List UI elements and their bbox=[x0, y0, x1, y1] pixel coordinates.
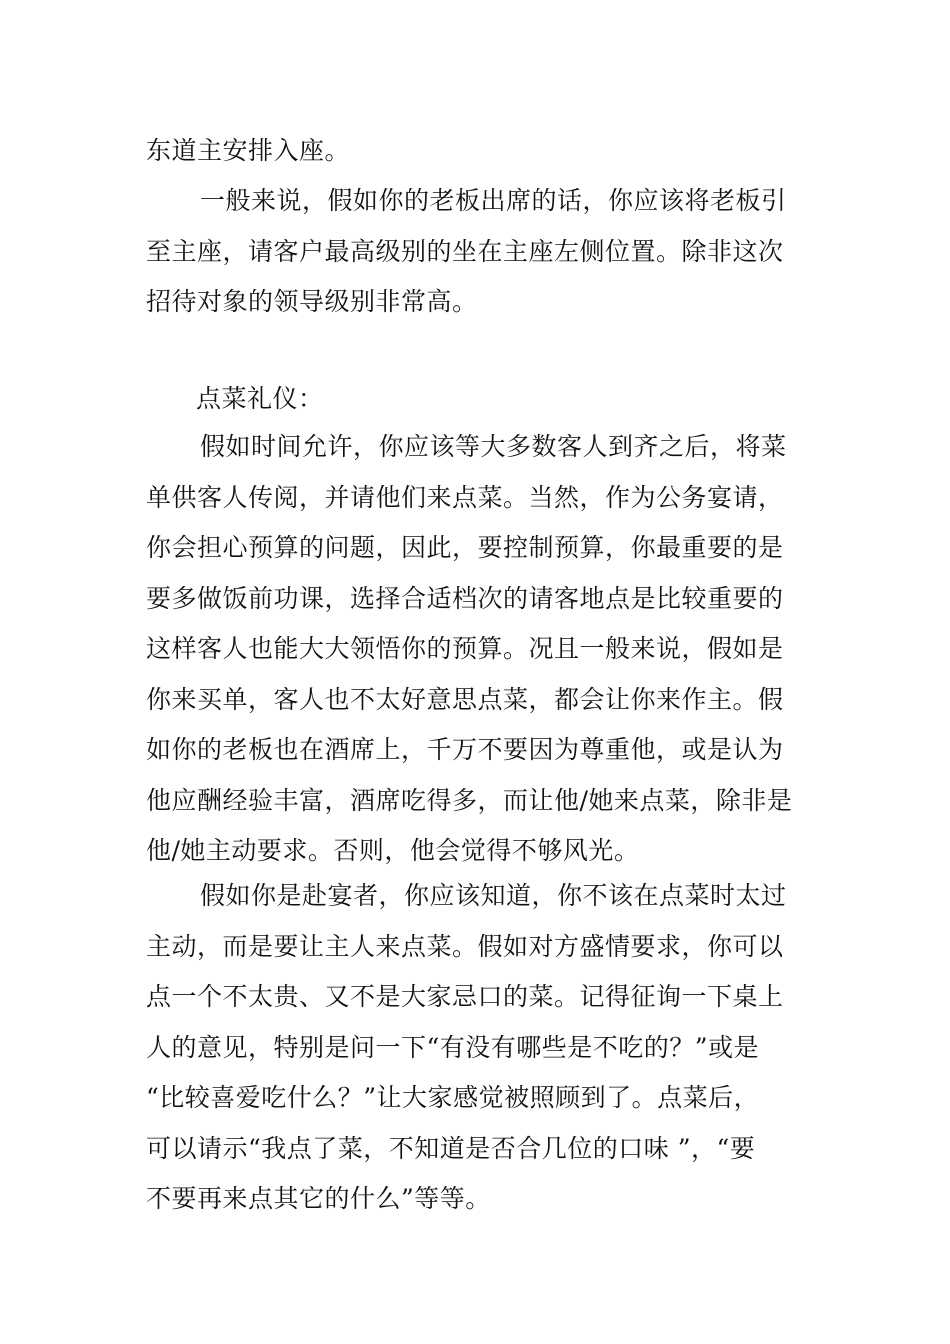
text-line: “比较喜爱吃什么？”让大家感觉被照顾到了。点菜后， bbox=[146, 1083, 760, 1112]
text-line: 假如你是赴宴者，你应该知道，你不该在点菜时太过 bbox=[200, 881, 787, 910]
section-heading bbox=[146, 374, 806, 425]
text-line: 如你的老板也在酒席上，千万不要因为尊重他，或是认为 bbox=[146, 735, 784, 764]
heading-text: 点菜礼仪： bbox=[196, 384, 324, 413]
text-line: 你来买单，客人也不太好意思点菜，都会让你来作主。假 bbox=[146, 684, 784, 714]
paragraph-2 bbox=[146, 176, 806, 328]
text-line: 主动，而是要让主人来点菜。假如对方盛情要求，你可以 bbox=[146, 931, 784, 961]
paragraph-1 bbox=[146, 126, 806, 177]
text-line: 招待对象的领导级别非常高。 bbox=[146, 287, 478, 316]
text-line: 东道主安排入座。 bbox=[146, 136, 351, 165]
text-line: 他应酬经验丰富，酒席吃得多，而让他/她来点菜，除非是 bbox=[146, 785, 793, 815]
paragraph-4 bbox=[146, 871, 806, 1225]
text-line: 至主座，请客户最高级别的坐在主座左侧位置。除非这次 bbox=[146, 236, 784, 266]
text-line: 他/她主动要求。否则，他会觉得不够风光。 bbox=[146, 836, 640, 865]
text-line: 你会担心预算的问题，因此，要控制预算，你最重要的是 bbox=[146, 533, 784, 562]
text-line: 要多做饭前功课，选择合适档次的请客地点是比较重要的 bbox=[146, 583, 784, 613]
text-line: 假如时间允许，你应该等大多数客人到齐之后，将菜 bbox=[200, 432, 787, 461]
text-line: 一般来说，假如你的老板出席的话，你应该将老板引 bbox=[200, 186, 787, 215]
text-line: 这样客人也能大大领悟你的预算。况且一般来说，假如是 bbox=[146, 634, 784, 663]
text-line: 可以请示“我点了菜，不知道是否合几位的口味 ”，“要 bbox=[146, 1133, 756, 1163]
text-line: 点一个不太贵、又不是大家忌口的菜。记得征询一下桌上 bbox=[146, 982, 784, 1011]
text-line: 人的意见，特别是问一下“有没有哪些是不吃的？”或是 bbox=[146, 1032, 760, 1062]
paragraph-3 bbox=[146, 422, 806, 877]
text-line: 单供客人传阅，并请他们来点菜。当然，作为公务宴请， bbox=[146, 482, 784, 512]
text-line: 不要再来点其它的什么”等等。 bbox=[146, 1184, 491, 1213]
